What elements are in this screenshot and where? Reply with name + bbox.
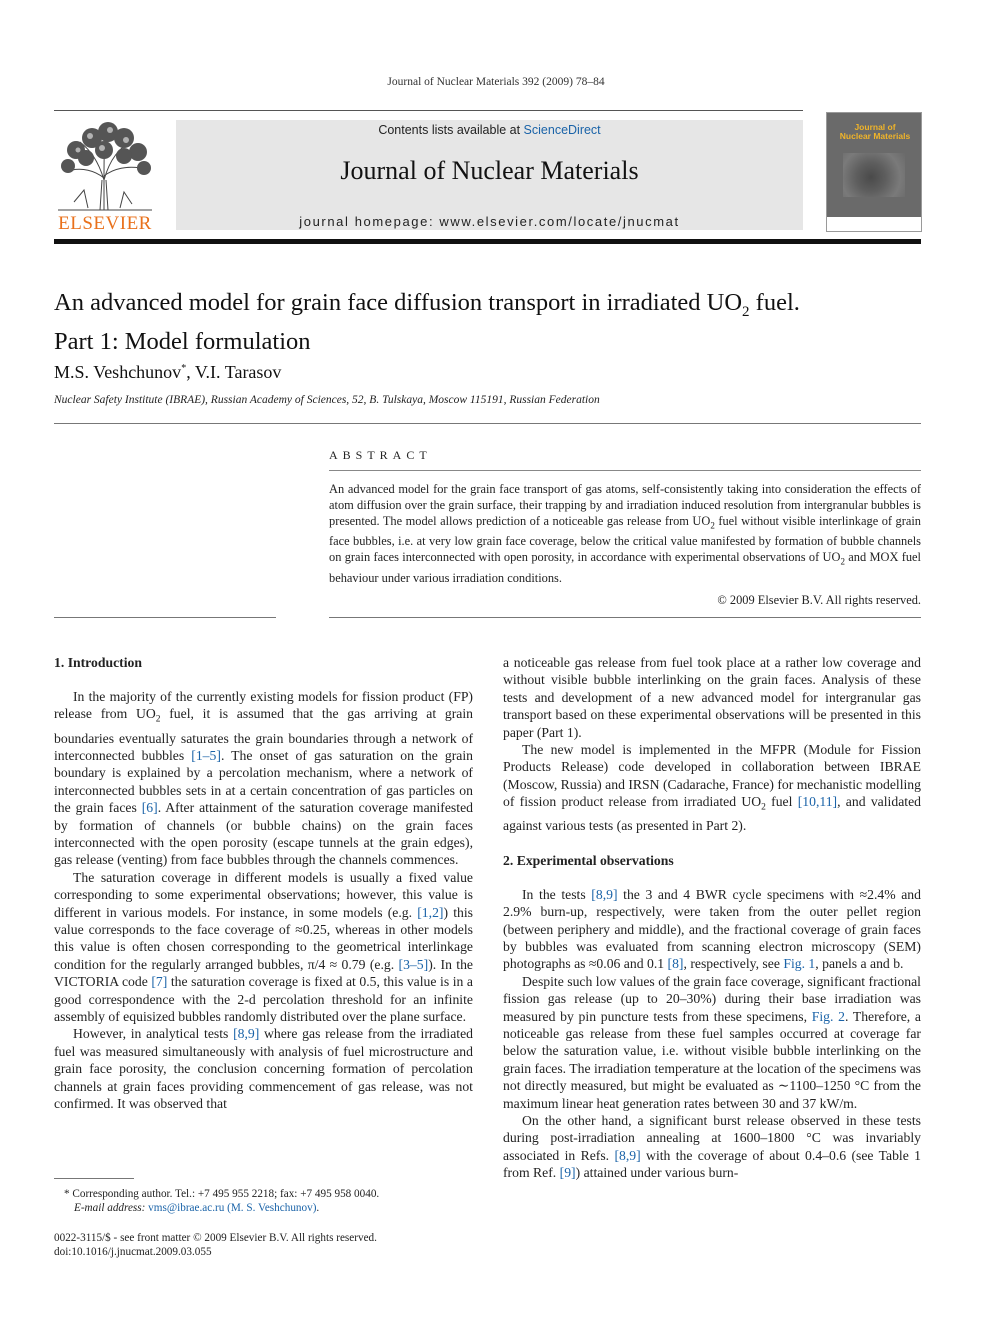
ref-link[interactable]: [1,2] (417, 904, 444, 920)
text: fuel (765, 794, 798, 810)
issn-line: 0022-3115/$ - see front matter © 2009 Elsevier B.V. All rights reserved. (54, 1232, 377, 1244)
ref-link[interactable]: [9] (559, 1165, 576, 1181)
abstract-bottom-rule (329, 617, 921, 618)
journal-cover-thumbnail (826, 112, 922, 232)
sciencedirect-link[interactable]: ScienceDirect (523, 123, 601, 137)
text: ). In the VICTORIA code (54, 956, 473, 990)
article-title (54, 288, 934, 357)
cover-title-line2: Nuclear Materials (839, 131, 911, 141)
journal-reference: Journal of Nuclear Materials 392 (2009) 78–84 (387, 76, 605, 88)
text: . The onset of gas saturation on the grain boundary is explained by a percolation mechanism, where a network of interconnected bubbles sets in at a certain concentration of gas particles on the grain faces (54, 747, 473, 816)
email-end: . (316, 1202, 320, 1214)
elsevier-tree-icon (54, 120, 156, 212)
text: The new model is implemented in the MFPR (Module for Fission Products Release) code developed in collaboration between IBRAE (Moscow, Russia) and IRSN (Cadarache, France) for mechanistic modelling of fission product release from irradiated UO (503, 742, 921, 810)
journal-banner (176, 120, 803, 230)
affiliation: Nuclear Safety Institute (IBRAE), Russian Academy of Sciences, 52, B. Tulskaya, Moscow 115191, Russian Federation (54, 394, 600, 406)
abstract-top-rule (329, 470, 921, 471)
abstract-sub2: 2 (840, 556, 845, 567)
ref-link[interactable]: [1–5] (191, 747, 221, 763)
ref-link[interactable]: [8,9] (614, 1147, 641, 1163)
text: , panels a and b. (815, 956, 904, 972)
text: ) attained under various burn- (575, 1165, 739, 1181)
email-label: E-mail address: (74, 1202, 149, 1214)
left-column (54, 654, 473, 1112)
text: However, in analytical tests (73, 1026, 234, 1042)
email-link[interactable]: vms@ibrae.ac.ru (M. S. Veshchunov) (148, 1202, 317, 1214)
title-rule (54, 423, 921, 424)
right-column (503, 654, 921, 1182)
article-title-line2: Part 1: Model formulation (54, 327, 311, 355)
text: . Therefore, a noticeable gas release from these fuel samples occurred at coverage far below the saturation value, i.e. without visible bubble interlinking on the grain faces. The irradiation temperature at the location of the specimens was not directly measured, but might be evaluated as ∼1100–1250 °C from the maximum linear heat generation rates between 30 and 37 kW/m. (503, 1008, 921, 1111)
title-text-a: An advanced model for grain face diffusion transport in irradiated UO (54, 289, 743, 316)
author-veshchunov[interactable]: M.S. Veshchunov (54, 362, 182, 382)
text: In the tests (522, 886, 592, 902)
text: , respectively, see (683, 956, 784, 972)
intro-paragraph-1 (54, 688, 473, 869)
corresponding-author-mark[interactable]: * (181, 363, 187, 374)
text: The saturation coverage in different models is usually a fixed value corresponding to some experimental observations; however, this value is different in various models. For instance, in some models (e.g. (54, 869, 473, 920)
authors (54, 362, 281, 383)
doi-line[interactable]: doi:10.1016/j.jnucmat.2009.03.055 (54, 1246, 212, 1258)
abstract-part2: fuel without visible interlinkage of grain face bubbles, i.e. at very low grain face coverage, below the critical value manifested by formation of bubble channels on grain faces interconnected with open porosity, in accordance with experimental observations of UO (329, 514, 921, 565)
abstract-heading: ABSTRACT (329, 448, 432, 462)
footnote-corresponding: * Corresponding author. Tel.: +7 495 955 2218; fax: +7 495 958 0040. (64, 1188, 380, 1200)
ref-link[interactable]: [7] (151, 974, 168, 990)
intro-paragraph-4: a noticeable gas release from fuel took place at a rather low coverage and without visible bubble interlinking on the grain faces. Analysis of these tests and development of a new advanced model for intergranular gas transport based on these experimental observations will be presented in this paper (Part 1). (503, 655, 921, 740)
abstract-part1: An advanced model for the grain face transport of gas atoms, self-consistently taking into consideration the effects of atom diffusion over the grain surface, their trapping by and irradiation induced resolution from intergranular bubbles is presented. The model allows prediction of a noticeable gas release from UO (329, 482, 921, 528)
exp-paragraph-2 (503, 973, 921, 1112)
contents-line (176, 123, 803, 137)
section-heading-experimental: 2. Experimental observations (503, 852, 674, 868)
intro-paragraph-3 (54, 1025, 473, 1112)
journal-title: Journal of Nuclear Materials (340, 156, 639, 185)
ref-link[interactable]: [3–5] (398, 956, 429, 972)
ref-link[interactable]: [8,9] (233, 1026, 260, 1042)
subscript: 2 (761, 802, 766, 813)
exp-paragraph-3 (503, 1112, 921, 1182)
title-subscript: 2 (742, 303, 750, 320)
author-tarasov[interactable]: , V.I. Tarasov (186, 362, 282, 382)
title-text-b: fuel. (749, 289, 800, 316)
elsevier-logo (54, 120, 156, 232)
text: the saturation coverage is fixed at 0.5, this value is in a good correspondence with the 2-d percolation threshold for an infinite assembly of equisized bubbles randomly distributed over the plane surface. (54, 974, 473, 1025)
article-title-line1 (54, 288, 934, 327)
header-thick-rule (54, 239, 921, 244)
ref-link[interactable]: [10,11] (797, 794, 838, 810)
contents-prefix: Contents lists available at (378, 123, 524, 137)
elsevier-wordmark: ELSEVIER (58, 213, 152, 234)
section-heading-introduction: 1. Introduction (54, 655, 142, 670)
figure-link[interactable]: Fig. 2 (811, 1008, 845, 1024)
subscript: 2 (155, 715, 161, 726)
footnote-email-line (54, 1201, 484, 1215)
cover-panel (827, 113, 921, 217)
abstract-text (329, 481, 921, 586)
ref-link[interactable]: [8,9] (591, 886, 618, 902)
footnote (54, 1187, 484, 1215)
text: In the majority of the currently existing models for fission product (FP) release from UO (54, 689, 473, 722)
journal-homepage[interactable]: journal homepage: www.elsevier.com/locate/jnucmat (299, 214, 680, 229)
page-footer (54, 1231, 484, 1259)
text: where gas release from the irradiated fuel was measured simultaneously with analysis of fuel microstructure and grain face porosity, the conclusion concerning formation of percolation channels at grain faces providing commencement of gas release, was not confirmed. It was observed that (54, 1026, 473, 1112)
intro-paragraph-2 (54, 869, 473, 1026)
text: . After attainment of the saturation coverage manifested by formation of channels (or bubble chains) on the grain faces interconnected with the open porosity (escape tunnels at the grain edges), gas release (venting) from face bubbles through the channels commences. (54, 800, 473, 868)
cover-title (835, 123, 915, 141)
intro-paragraph-5 (503, 741, 921, 835)
text: fuel, it is assumed that the gas arriving at grain boundaries eventually saturates the grain boundaries through a network of interconnected bubbles (54, 706, 473, 763)
left-separator (54, 617, 276, 618)
text: , and validated against various tests (as presented in Part 2). (503, 794, 921, 834)
text: ) this value corresponds to the face coverage of ≈0.25, whereas in other models this value is often chosen corresponding to the geometrical interlinkage condition for the regularly arranged bubbles, π/4 ≈ 0.79 (e.g. (54, 904, 473, 972)
ref-link[interactable]: [8] (667, 956, 684, 972)
ref-link[interactable]: [6] (141, 800, 158, 816)
abstract-copyright: © 2009 Elsevier B.V. All rights reserved. (717, 593, 921, 607)
exp-paragraph-1 (503, 886, 921, 973)
text: the 3 and 4 BWR cycle specimens with ≈2.4% and 2.9% burn-up, respectively, were taken from the outer pellet region (between periphery and middle), and the fractional coverage of grain faces by bubbles was evaluated from scanning electron microscopy (SEM) photographs as ≈0.06 and 0.1 (503, 886, 921, 972)
text: with the coverage of about 0.4–0.6 (see Table 1 from Ref. (503, 1147, 922, 1181)
figure-link[interactable]: Fig. 1 (783, 956, 816, 972)
text: On the other hand, a significant burst release observed in these tests during post-irradiation annealing at 1600–1800 °C was invariably associated in Refs. (503, 1113, 921, 1163)
abstract-sub1: 2 (710, 520, 715, 531)
header-rule (54, 110, 803, 111)
abstract-part3: and MOX fuel behaviour under various irradiation conditions. (329, 550, 921, 585)
cover-title-line1: Journal of (854, 122, 896, 132)
text: Despite such low values of the grain face coverage, significant fractional fission gas release (up to 20–30%) during their base irradiation was measured by pin puncture tests from these specimens, (503, 973, 921, 1024)
footnote-rule (54, 1178, 134, 1179)
cover-image (843, 153, 905, 197)
